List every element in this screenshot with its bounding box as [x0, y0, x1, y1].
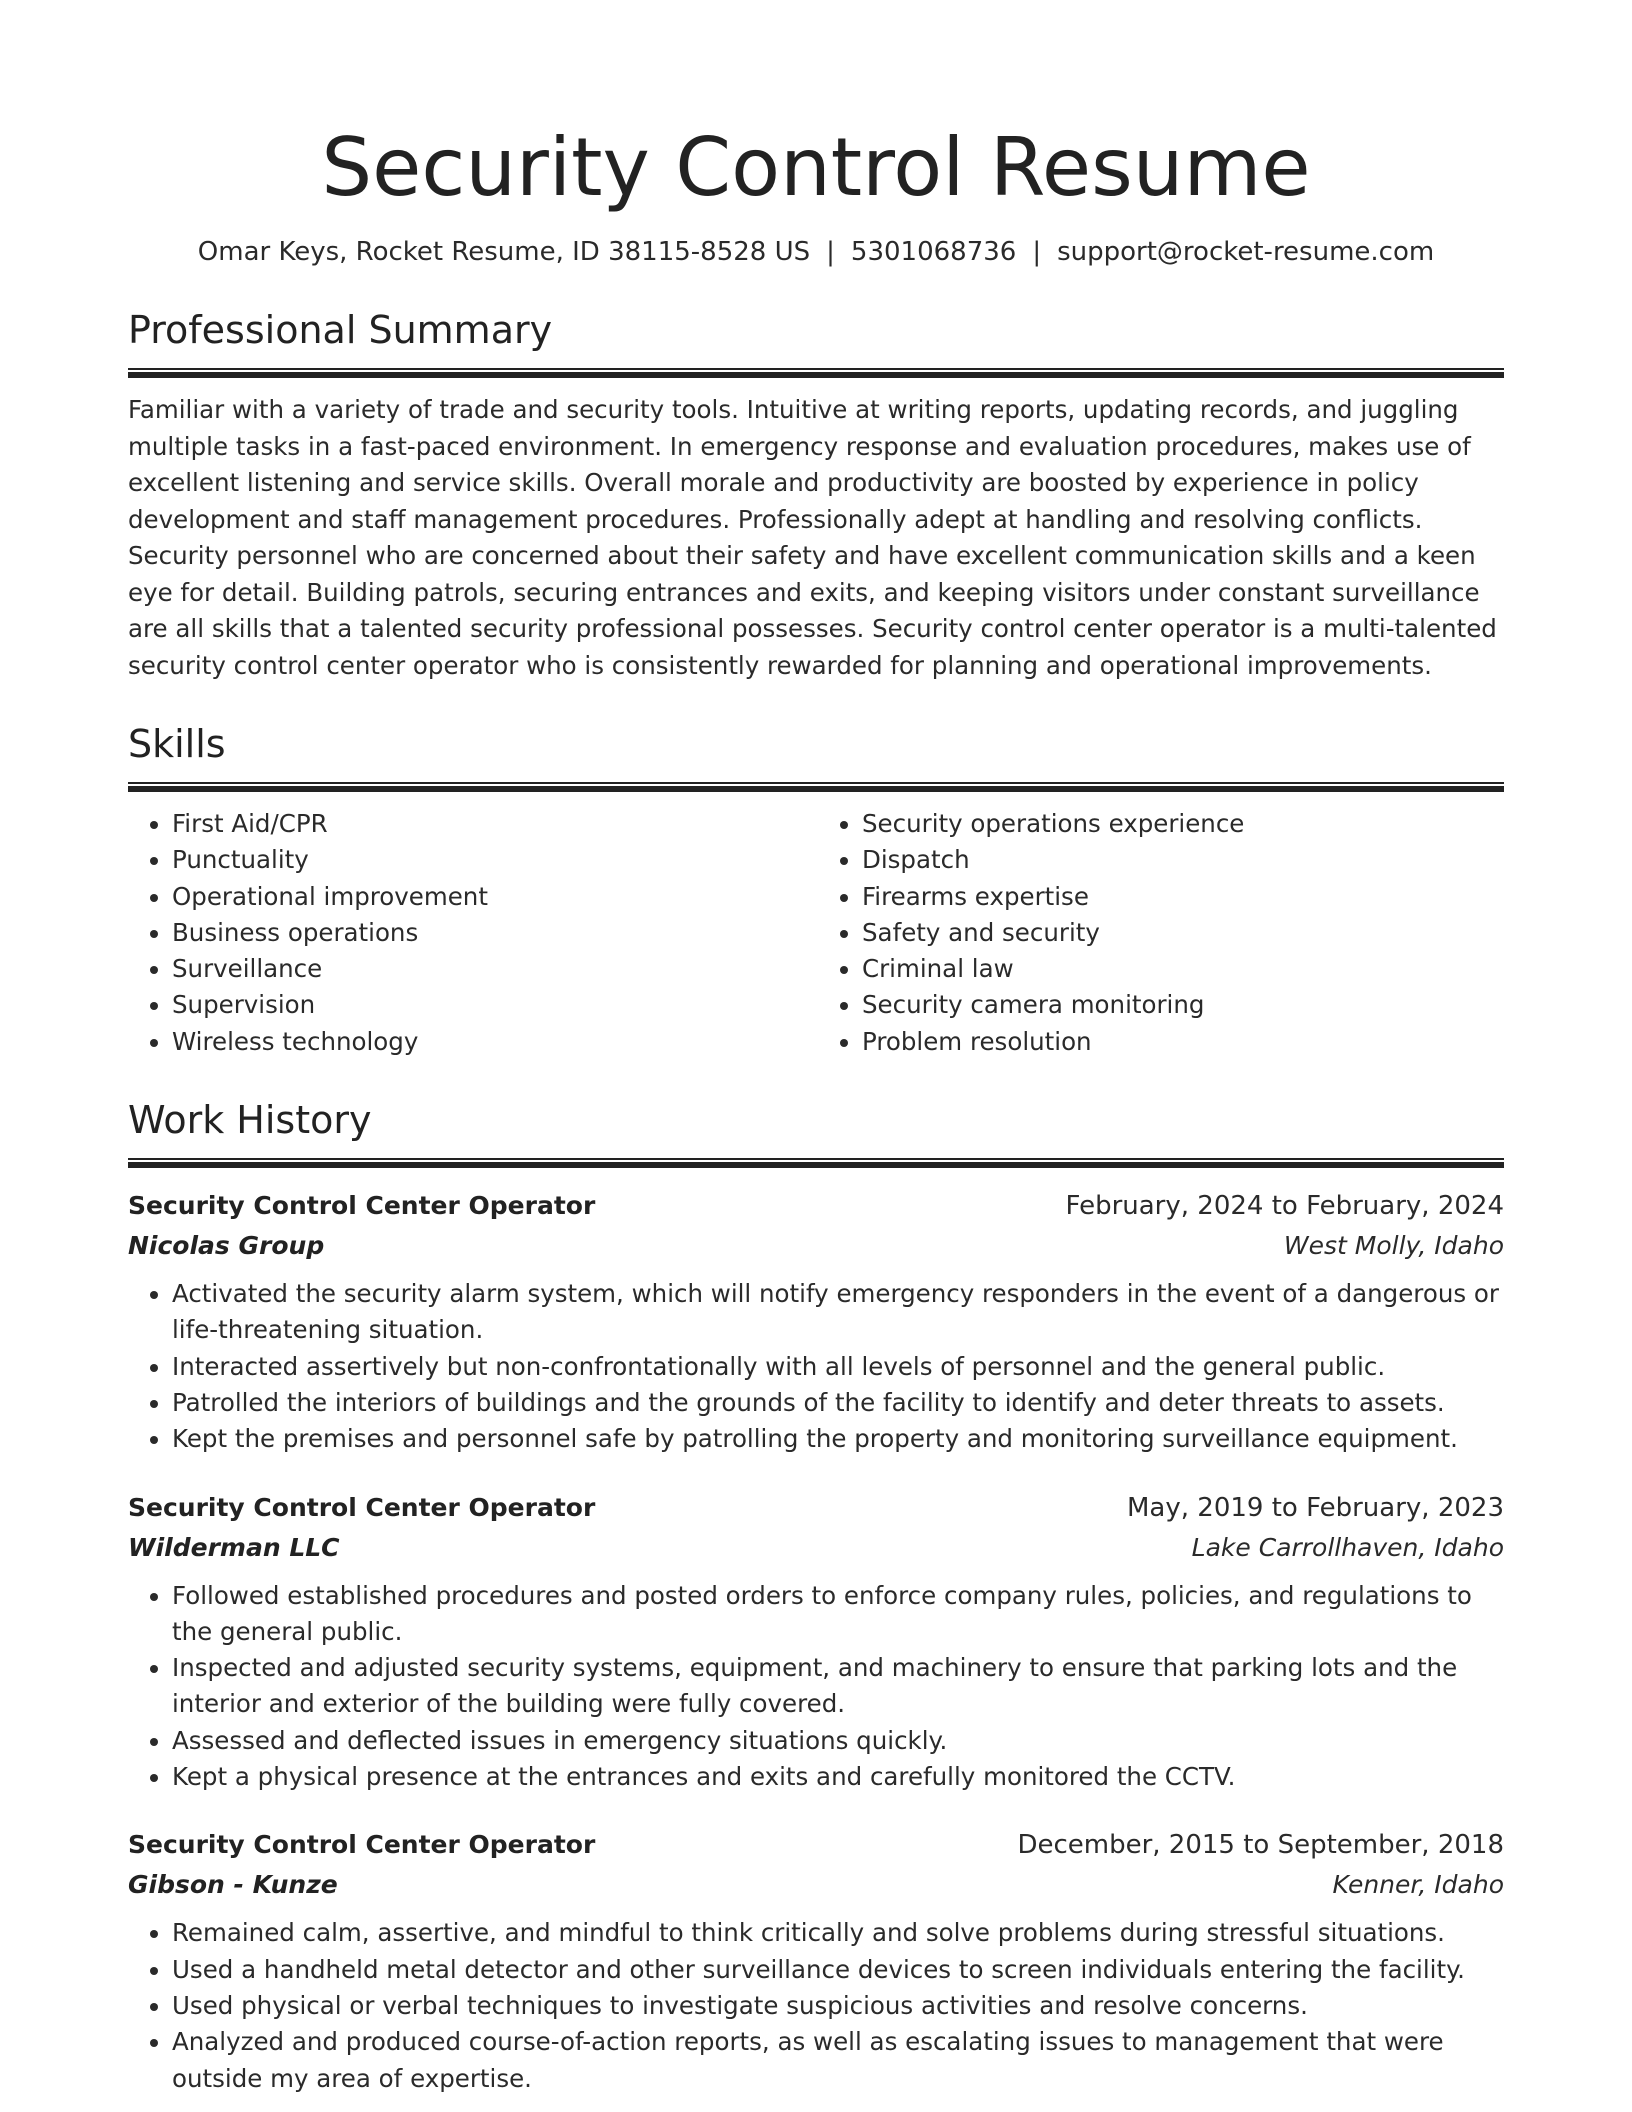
resume-title: Security Control Resume — [321, 121, 1311, 214]
job-bullet: • Inspected and adjusted security systems, equipment, and machinery to ensure that parking lots and the interior and exterior of the building were fully covered. — [172, 1650, 1504, 1723]
job-dates: May, 2019 to February, 2023 — [1127, 1492, 1504, 1523]
skills-section — [128, 720, 1504, 1060]
job-company: Wilderman LLC — [128, 1532, 340, 1562]
contact-separator: | — [1032, 237, 1042, 267]
skill-item: • Supervision — [172, 987, 814, 1023]
job-dates: December, 2015 to September, 2018 — [1017, 1830, 1504, 1861]
skill-item: • Wireless technology — [172, 1024, 814, 1060]
section-divider — [128, 1158, 1504, 1168]
skill-item: • Problem resolution — [862, 1024, 1504, 1060]
job-bullets — [128, 1915, 1504, 2096]
section-divider — [128, 368, 1504, 378]
contact-email: support@rocket-resume.com — [1057, 237, 1435, 267]
job-title: Security Control Center Operator — [128, 1492, 596, 1522]
job-location: Kenner, Idaho — [1332, 1870, 1504, 1900]
job-bullet: • Remained calm, assertive, and mindful to think critically and solve problems during stressful situations. — [172, 1915, 1504, 1951]
section-heading-work-history: Work History — [128, 1098, 372, 1143]
skill-item: • First Aid/CPR — [172, 806, 814, 842]
job-bullet: • Followed established procedures and posted orders to enforce company rules, policies, and regulations to the general public. — [172, 1578, 1504, 1651]
job-header-row — [128, 1186, 1504, 1226]
job-title: Security Control Center Operator — [128, 1830, 596, 1860]
skill-item: • Safety and security — [862, 915, 1504, 951]
section-heading-summary: Professional Summary — [128, 308, 553, 352]
contact-phone: 5301068736 — [850, 237, 1017, 267]
job-header-row — [128, 1488, 1504, 1528]
work-history-section — [128, 1096, 1504, 2097]
job-header-row — [128, 1825, 1504, 1865]
skills-list-right — [814, 806, 1504, 1060]
job-entry — [128, 1186, 1504, 1457]
job-company-row — [128, 1226, 1504, 1266]
job-company: Nicolas Group — [128, 1231, 325, 1261]
job-bullet: • Used physical or verbal techniques to investigate suspicious activities and resolve concerns. — [172, 1988, 1504, 2024]
job-location: Lake Carrollhaven, Idaho — [1191, 1532, 1504, 1562]
job-location: West Molly, Idaho — [1283, 1231, 1504, 1261]
skills-list-left — [128, 806, 814, 1060]
job-title: Security Control Center Operator — [128, 1191, 596, 1221]
skill-item: • Firearms expertise — [862, 879, 1504, 915]
job-company: Gibson - Kunze — [128, 1870, 338, 1900]
job-company-row — [128, 1865, 1504, 1905]
job-entry — [128, 1825, 1504, 2096]
job-bullet: • Interacted assertively but non-confrontationally with all levels of personnel and the general public. — [172, 1349, 1504, 1385]
skill-item: • Criminal law — [862, 951, 1504, 987]
skill-item: • Punctuality — [172, 842, 814, 878]
section-heading-skills: Skills — [128, 722, 226, 766]
contact-separator: | — [826, 237, 835, 267]
job-bullet: • Used a handheld metal detector and other surveillance devices to screen individuals entering the facility. — [172, 1952, 1504, 1988]
job-bullet: • Kept the premises and personnel safe by patrolling the property and monitoring surveillance equipment. — [172, 1421, 1504, 1457]
job-entry — [128, 1488, 1504, 1796]
skill-item: • Operational improvement — [172, 879, 814, 915]
job-bullet: • Assessed and deflected issues in emergency situations quickly. — [172, 1723, 1504, 1759]
summary-section — [128, 306, 1504, 684]
job-bullet: • Activated the security alarm system, which will notify emergency responders in the event of a dangerous or life-threatening situation. — [172, 1276, 1504, 1349]
summary-text: Familiar with a variety of trade and security tools. Intuitive at writing reports, updating records, and juggling multiple tasks in a fast-paced environment. In emergency response and evaluation procedures, makes use of excellent listening and service skills. Overall morale and productivity are boosted by experience in policy development and staff management procedures. Professionally adept at handling and resolving conflicts. Security personnel who are concerned about their safety and have excellent communication skills and a keen eye for detail. Building patrols, securing entrances and exits, and keeping visitors under constant surveillance are all skills that a talented security professional possesses. Security control center operator is a multi-talented security control center operator who is consistently rewarded for planning and operational improvements. — [128, 395, 1497, 680]
skill-item: • Business operations — [172, 915, 814, 951]
contact-address: Omar Keys, Rocket Resume, ID 38115-8528 US — [197, 237, 811, 267]
skill-item: • Security operations experience — [862, 806, 1504, 842]
job-company-row — [128, 1528, 1504, 1568]
job-bullet: • Kept a physical presence at the entrances and exits and carefully monitored the CCTV. — [172, 1759, 1504, 1795]
section-divider — [128, 782, 1504, 792]
skill-item: • Dispatch — [862, 842, 1504, 878]
job-bullets — [128, 1276, 1504, 1457]
skills-columns — [128, 806, 1504, 1060]
skill-item: • Security camera monitoring — [862, 987, 1504, 1023]
job-dates: February, 2024 to February, 2024 — [1065, 1191, 1504, 1222]
job-bullet: • Analyzed and produced course-of-action reports, as well as escalating issues to management that were outside my area of expertise. — [172, 2024, 1504, 2097]
skill-item: • Surveillance — [172, 951, 814, 987]
contact-line — [128, 234, 1504, 270]
job-bullets — [128, 1578, 1504, 1796]
job-bullet: • Patrolled the interiors of buildings and the grounds of the facility to identify and deter threats to assets. — [172, 1385, 1504, 1421]
